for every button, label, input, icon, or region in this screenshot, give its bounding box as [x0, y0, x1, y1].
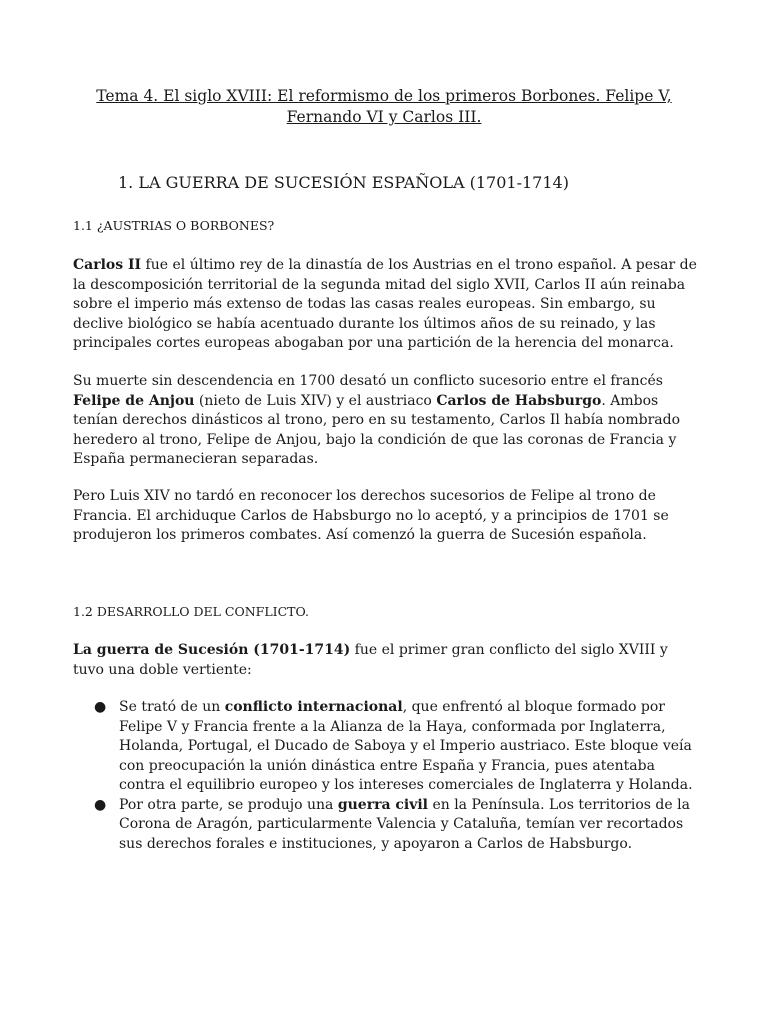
title-line-1: Tema 4. El siglo XVIII: El reformismo de los primeros Borbones. Felipe V,	[96, 87, 672, 105]
bold-term: La guerra de Sucesión (1701-1714)	[73, 642, 351, 658]
subsection-heading-1-1: 1.1 ¿AUSTRIAS O BORBONES?	[73, 218, 275, 233]
bold-term: Felipe de Anjou	[73, 392, 195, 409]
bullet-list	[73, 698, 701, 854]
paragraph-text: (nieto de Luis XIV) y el austriaco	[194, 392, 437, 409]
paragraph-luis-xiv	[73, 487, 699, 546]
document-title	[70, 86, 698, 128]
paragraph-text: fue el primer gran conflicto del siglo XVIII y tuvo una doble vertiente:	[73, 642, 668, 678]
bold-term: conflicto internacional	[224, 699, 403, 715]
paragraph-carlos-ii	[73, 256, 699, 354]
bold-term: Carlos de Habsburgo	[436, 392, 602, 409]
list-item	[73, 698, 701, 796]
paragraph-text: Su muerte sin descendencia en 1700 desató un conflicto sucesorio entre el francés	[73, 373, 663, 389]
section-heading: 1. LA GUERRA DE SUCESIÓN ESPAÑOLA (1701-1714)	[118, 173, 569, 192]
paragraph-guerra-sucesion	[73, 641, 699, 680]
bullet-icon: ●	[94, 796, 107, 813]
title-line-2: Fernando VI y Carlos III.	[286, 108, 482, 126]
paragraph-sucesion	[73, 372, 699, 470]
list-item-text: , que enfrentó al bloque formado por Felipe V y Francia frente a la Alianza de la Haya, conformada por Inglaterra, Holanda, Portugal, el Ducado de Saboya y el Imperio austriaco. Este bloque veía con preocupación la unión dinástica entre España y Francia, pues atentaba contra el equilibrio europeo y los intereses comerciales de Inglaterra y Holanda.	[119, 699, 693, 793]
paragraph-text: . Ambos tenían derechos dinásticos al trono, pero en su testamento, Carlos Il había nombrado heredero al trono, Felipe de Anjou, bajo la condición de que las coronas de Francia y España permanecieran separadas.	[73, 392, 681, 467]
subsection-heading-1-2: 1.2 DESARROLLO DEL CONFLICTO.	[73, 604, 309, 619]
list-item-text: en la Península. Los territorios de la Corona de Aragón, particularmente Valencia y Cataluña, temían ver recortados sus derechos forales e instituciones, y apoyaron a Carlos de Habsburgo.	[119, 796, 690, 852]
paragraph-text: Pero Luis XIV no tardó en reconocer los derechos sucesorios de Felipe al trono de Francia. El archiduque Carlos de Habsburgo no lo aceptó, y a principios de 1701 se produjeron los primeros combates. Así comenzó la guerra de Sucesión española.	[73, 488, 669, 543]
paragraph-text: fue el último rey de la dinastía de los Austrias en el trono español. A pesar de la descomposición territorial de la segunda mitad del siglo XVII, Carlos II aún reinaba sobre el imperio más extenso de todas las casas reales europeas. Sin embargo, su declive biológico se había acentuado durante los últimos años de su reinado, y las principales cortes europeas abogaban por una partición de la herencia del monarca.	[73, 257, 697, 351]
bullet-icon: ●	[94, 699, 107, 715]
bold-term: guerra civil	[337, 796, 428, 813]
list-item-text: Se trató de un	[119, 699, 225, 715]
list-item	[73, 796, 701, 855]
bold-term: Carlos II	[73, 257, 142, 273]
list-item-text: Por otra parte, se produjo una	[119, 796, 338, 813]
